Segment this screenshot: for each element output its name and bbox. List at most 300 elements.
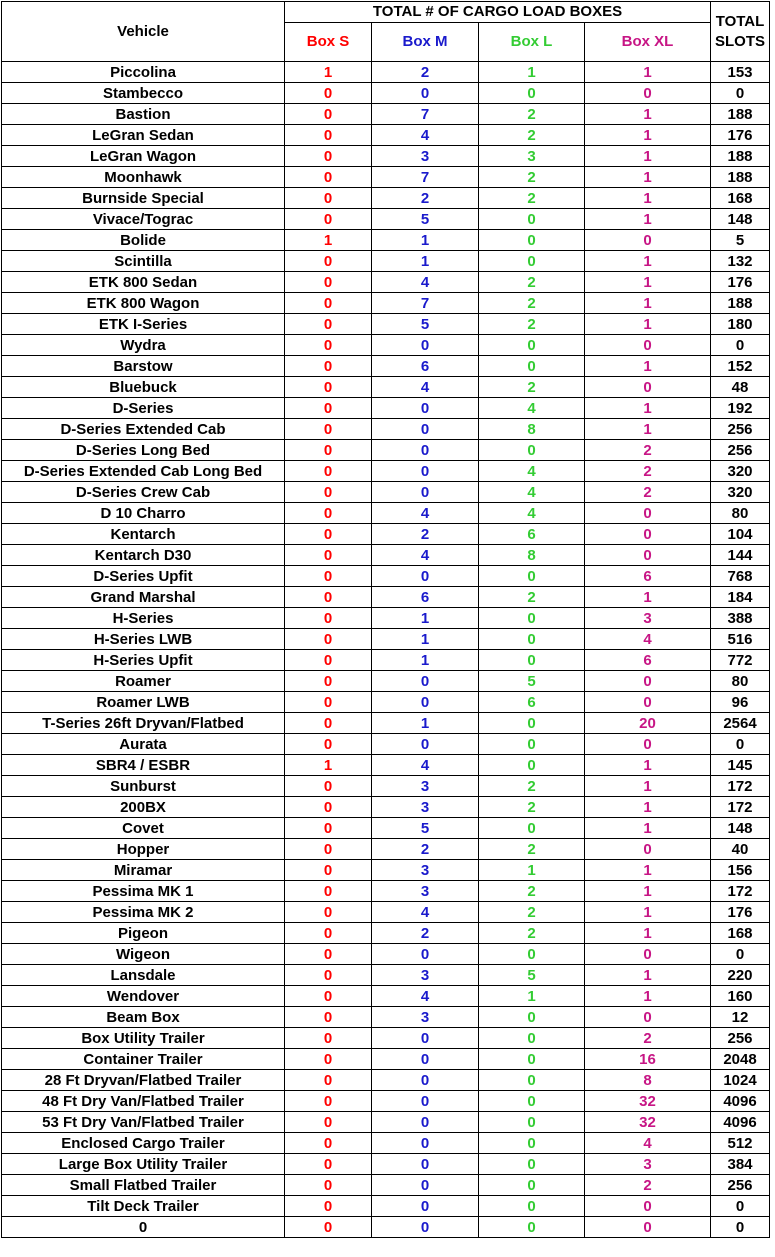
box-xl-count-cell: 1 — [585, 209, 711, 230]
box-m-count-cell: 1 — [372, 713, 479, 734]
box-xl-count-cell: 1 — [585, 860, 711, 881]
table-body — [2, 62, 770, 1238]
total-slots-cell: 172 — [711, 797, 770, 818]
box-xl-count-cell: 0 — [585, 734, 711, 755]
total-slots-cell: 148 — [711, 209, 770, 230]
box-m-count-cell: 7 — [372, 167, 479, 188]
box-l-count-cell: 0 — [479, 209, 585, 230]
vehicle-name-cell: D-Series Long Bed — [2, 440, 285, 461]
vehicle-name-cell: Aurata — [2, 734, 285, 755]
vehicle-name-cell: Box Utility Trailer — [2, 1028, 285, 1049]
box-m-count-cell: 1 — [372, 608, 479, 629]
box-m-count-cell: 0 — [372, 1133, 479, 1154]
box-s-count-cell: 0 — [285, 440, 372, 461]
box-s-count-cell: 0 — [285, 335, 372, 356]
vehicle-name-cell: Kentarch D30 — [2, 545, 285, 566]
vehicle-name-cell: Small Flatbed Trailer — [2, 1175, 285, 1196]
box-l-count-cell: 0 — [479, 1175, 585, 1196]
box-s-count-cell: 0 — [285, 839, 372, 860]
total-slots-cell: 0 — [711, 1196, 770, 1217]
box-xl-count-cell: 1 — [585, 272, 711, 293]
box-xl-count-cell: 1 — [585, 797, 711, 818]
total-slots-cell: 144 — [711, 545, 770, 566]
box-xl-count-cell: 0 — [585, 377, 711, 398]
total-slots-cell: 388 — [711, 608, 770, 629]
box-s-count-cell: 0 — [285, 1175, 372, 1196]
table-row — [2, 188, 770, 209]
vehicle-name-cell: 53 Ft Dry Van/Flatbed Trailer — [2, 1112, 285, 1133]
table-row — [2, 713, 770, 734]
box-m-count-cell: 2 — [372, 188, 479, 209]
box-m-count-cell: 7 — [372, 104, 479, 125]
vehicle-name-cell: ETK 800 Wagon — [2, 293, 285, 314]
total-slots-cell: 5 — [711, 230, 770, 251]
total-slots-cell: 4096 — [711, 1091, 770, 1112]
table-row — [2, 146, 770, 167]
box-xl-count-cell: 16 — [585, 1049, 711, 1070]
vehicle-name-cell: 28 Ft Dryvan/Flatbed Trailer — [2, 1070, 285, 1091]
box-l-count-cell: 2 — [479, 902, 585, 923]
box-m-count-cell: 4 — [372, 902, 479, 923]
table-row — [2, 839, 770, 860]
total-slots-cell: 148 — [711, 818, 770, 839]
table-row — [2, 356, 770, 377]
box-xl-count-cell: 6 — [585, 650, 711, 671]
box-xl-count-cell: 0 — [585, 545, 711, 566]
box-xl-count-cell: 2 — [585, 440, 711, 461]
total-slots-cell: 180 — [711, 314, 770, 335]
table-row — [2, 1112, 770, 1133]
vehicle-name-cell: Roamer — [2, 671, 285, 692]
vehicle-name-cell: Barstow — [2, 356, 285, 377]
total-slots-cell: 772 — [711, 650, 770, 671]
table-row — [2, 461, 770, 482]
box-xl-count-cell: 1 — [585, 188, 711, 209]
box-l-count-cell: 2 — [479, 104, 585, 125]
table-row — [2, 902, 770, 923]
box-s-count-cell: 0 — [285, 419, 372, 440]
box-xl-count-cell: 0 — [585, 335, 711, 356]
box-m-count-cell: 4 — [372, 986, 479, 1007]
box-m-count-cell: 0 — [372, 1049, 479, 1070]
table-row — [2, 860, 770, 881]
box-l-count-cell: 2 — [479, 587, 585, 608]
box-m-count-cell: 4 — [372, 545, 479, 566]
box-m-count-cell: 3 — [372, 881, 479, 902]
box-l-header: Box L — [479, 23, 585, 62]
box-m-count-cell: 0 — [372, 440, 479, 461]
total-slots-cell: 188 — [711, 146, 770, 167]
vehicle-name-cell: Beam Box — [2, 1007, 285, 1028]
vehicle-name-cell: H-Series Upfit — [2, 650, 285, 671]
box-s-count-cell: 0 — [285, 650, 372, 671]
box-m-count-cell: 2 — [372, 524, 479, 545]
box-xl-count-cell: 1 — [585, 146, 711, 167]
table-row — [2, 419, 770, 440]
box-l-count-cell: 0 — [479, 356, 585, 377]
vehicle-name-cell: Sunburst — [2, 776, 285, 797]
vehicle-name-cell: Pessima MK 2 — [2, 902, 285, 923]
cargo-boxes-group-header: TOTAL # OF CARGO LOAD BOXES — [285, 2, 711, 23]
box-s-count-cell: 0 — [285, 629, 372, 650]
box-xl-count-cell: 8 — [585, 1070, 711, 1091]
table-row — [2, 83, 770, 104]
box-xl-count-cell: 1 — [585, 923, 711, 944]
box-l-count-cell: 0 — [479, 818, 585, 839]
box-s-count-cell: 0 — [285, 83, 372, 104]
vehicle-name-cell: D-Series Upfit — [2, 566, 285, 587]
total-slots-cell: 0 — [711, 1217, 770, 1238]
total-slots-cell: 256 — [711, 440, 770, 461]
box-m-count-cell: 0 — [372, 1196, 479, 1217]
box-s-count-cell: 0 — [285, 566, 372, 587]
box-l-count-cell: 0 — [479, 608, 585, 629]
table-row — [2, 965, 770, 986]
box-s-count-cell: 0 — [285, 965, 372, 986]
box-m-count-cell: 3 — [372, 965, 479, 986]
vehicle-name-cell: Enclosed Cargo Trailer — [2, 1133, 285, 1154]
box-xl-count-cell: 2 — [585, 1175, 711, 1196]
box-l-count-cell: 4 — [479, 461, 585, 482]
vehicle-name-cell: Lansdale — [2, 965, 285, 986]
vehicle-name-cell: 0 — [2, 1217, 285, 1238]
total-slots-cell: 152 — [711, 356, 770, 377]
vehicle-name-cell: D-Series Crew Cab — [2, 482, 285, 503]
box-s-count-cell: 0 — [285, 734, 372, 755]
total-slots-cell: 168 — [711, 923, 770, 944]
box-s-count-cell: 0 — [285, 209, 372, 230]
total-slots-cell: 384 — [711, 1154, 770, 1175]
total-slots-cell: 168 — [711, 188, 770, 209]
total-slots-header — [711, 2, 770, 62]
box-m-count-cell: 3 — [372, 1007, 479, 1028]
box-m-count-cell: 3 — [372, 776, 479, 797]
box-m-count-cell: 0 — [372, 1070, 479, 1091]
total-slots-cell: 1024 — [711, 1070, 770, 1091]
vehicle-name-cell: Bastion — [2, 104, 285, 125]
box-xl-count-cell: 1 — [585, 965, 711, 986]
vehicle-name-cell: ETK 800 Sedan — [2, 272, 285, 293]
box-xl-count-cell: 1 — [585, 167, 711, 188]
vehicle-name-cell: D-Series Extended Cab Long Bed — [2, 461, 285, 482]
vehicle-name-cell: 200BX — [2, 797, 285, 818]
box-xl-count-cell: 1 — [585, 755, 711, 776]
total-slots-cell: 516 — [711, 629, 770, 650]
box-m-count-cell: 1 — [372, 251, 479, 272]
box-s-count-cell: 0 — [285, 188, 372, 209]
table-row — [2, 167, 770, 188]
table-row — [2, 503, 770, 524]
box-xl-count-cell: 1 — [585, 398, 711, 419]
box-l-count-cell: 0 — [479, 1028, 585, 1049]
vehicle-name-cell: Stambecco — [2, 83, 285, 104]
box-m-count-cell: 2 — [372, 62, 479, 83]
box-m-count-cell: 0 — [372, 1112, 479, 1133]
box-l-count-cell: 2 — [479, 125, 585, 146]
total-slots-cell: 188 — [711, 293, 770, 314]
box-s-count-cell: 0 — [285, 692, 372, 713]
box-xl-count-cell: 1 — [585, 251, 711, 272]
table-row — [2, 293, 770, 314]
total-slots-cell: 80 — [711, 503, 770, 524]
box-xl-count-cell: 0 — [585, 1196, 711, 1217]
box-s-count-cell: 0 — [285, 1007, 372, 1028]
box-xl-count-cell: 1 — [585, 587, 711, 608]
box-m-count-cell: 5 — [372, 818, 479, 839]
table-row — [2, 1091, 770, 1112]
box-m-count-cell: 0 — [372, 482, 479, 503]
box-m-count-cell: 0 — [372, 83, 479, 104]
total-slots-cell: 2048 — [711, 1049, 770, 1070]
total-slots-cell: 256 — [711, 419, 770, 440]
total-slots-cell: 4096 — [711, 1112, 770, 1133]
total-slots-cell: 512 — [711, 1133, 770, 1154]
total-slots-header-line1: TOTAL — [715, 12, 765, 30]
box-l-count-cell: 1 — [479, 860, 585, 881]
total-slots-cell: 176 — [711, 125, 770, 146]
box-s-count-cell: 0 — [285, 104, 372, 125]
vehicle-name-cell: LeGran Sedan — [2, 125, 285, 146]
box-l-count-cell: 5 — [479, 965, 585, 986]
total-slots-cell: 256 — [711, 1175, 770, 1196]
box-l-count-cell: 0 — [479, 1196, 585, 1217]
box-m-count-cell: 0 — [372, 419, 479, 440]
box-xl-count-cell: 0 — [585, 944, 711, 965]
box-xl-count-cell: 0 — [585, 230, 711, 251]
box-l-count-cell: 4 — [479, 398, 585, 419]
vehicle-name-cell: Burnside Special — [2, 188, 285, 209]
box-l-count-cell: 1 — [479, 62, 585, 83]
table-row — [2, 587, 770, 608]
box-l-count-cell: 0 — [479, 713, 585, 734]
box-s-count-cell: 0 — [285, 125, 372, 146]
table-row — [2, 818, 770, 839]
box-m-count-cell: 3 — [372, 797, 479, 818]
box-l-count-cell: 2 — [479, 293, 585, 314]
total-slots-cell: 0 — [711, 944, 770, 965]
box-xl-count-cell: 4 — [585, 629, 711, 650]
vehicle-name-cell: LeGran Wagon — [2, 146, 285, 167]
total-slots-cell: 96 — [711, 692, 770, 713]
box-s-count-cell: 0 — [285, 524, 372, 545]
box-m-count-cell: 2 — [372, 923, 479, 944]
box-s-count-cell: 0 — [285, 167, 372, 188]
table-row — [2, 1070, 770, 1091]
vehicle-name-cell: Large Box Utility Trailer — [2, 1154, 285, 1175]
box-xl-count-cell: 20 — [585, 713, 711, 734]
box-s-count-cell: 0 — [285, 797, 372, 818]
box-s-count-cell: 0 — [285, 1133, 372, 1154]
box-s-count-cell: 0 — [285, 461, 372, 482]
table-row — [2, 944, 770, 965]
vehicle-name-cell: Grand Marshal — [2, 587, 285, 608]
box-l-count-cell: 0 — [479, 944, 585, 965]
box-m-count-cell: 0 — [372, 734, 479, 755]
table-row — [2, 398, 770, 419]
box-l-count-cell: 0 — [479, 251, 585, 272]
box-l-count-cell: 0 — [479, 650, 585, 671]
box-xl-count-cell: 0 — [585, 524, 711, 545]
box-m-count-cell: 3 — [372, 146, 479, 167]
box-xl-count-cell: 1 — [585, 818, 711, 839]
box-m-count-cell: 0 — [372, 566, 479, 587]
table-row — [2, 251, 770, 272]
table-row — [2, 62, 770, 83]
box-l-count-cell: 0 — [479, 1049, 585, 1070]
box-xl-count-cell: 2 — [585, 482, 711, 503]
total-slots-cell: 176 — [711, 902, 770, 923]
box-m-count-cell: 6 — [372, 356, 479, 377]
box-l-count-cell: 5 — [479, 671, 585, 692]
box-m-count-cell: 0 — [372, 461, 479, 482]
box-s-count-cell: 0 — [285, 944, 372, 965]
total-slots-cell: 48 — [711, 377, 770, 398]
vehicle-name-cell: D-Series — [2, 398, 285, 419]
box-l-count-cell: 2 — [479, 776, 585, 797]
vehicle-name-cell: SBR4 / ESBR — [2, 755, 285, 776]
table-row — [2, 671, 770, 692]
box-m-count-cell: 5 — [372, 314, 479, 335]
box-xl-count-cell: 4 — [585, 1133, 711, 1154]
box-s-count-cell: 1 — [285, 755, 372, 776]
box-l-count-cell: 1 — [479, 986, 585, 1007]
box-l-count-cell: 0 — [479, 755, 585, 776]
box-xl-count-cell: 32 — [585, 1091, 711, 1112]
box-xl-count-cell: 1 — [585, 986, 711, 1007]
vehicle-name-cell: Wendover — [2, 986, 285, 1007]
table-row — [2, 566, 770, 587]
box-m-count-cell: 7 — [372, 293, 479, 314]
total-slots-cell: 184 — [711, 587, 770, 608]
table-row — [2, 608, 770, 629]
box-s-count-cell: 0 — [285, 1049, 372, 1070]
table-row — [2, 524, 770, 545]
vehicle-name-cell: Tilt Deck Trailer — [2, 1196, 285, 1217]
box-l-count-cell: 2 — [479, 797, 585, 818]
total-slots-cell: 320 — [711, 482, 770, 503]
box-s-count-cell: 0 — [285, 860, 372, 881]
box-l-count-cell: 0 — [479, 1133, 585, 1154]
total-slots-cell: 160 — [711, 986, 770, 1007]
box-m-count-cell: 2 — [372, 839, 479, 860]
box-l-count-cell: 6 — [479, 692, 585, 713]
table-row — [2, 1196, 770, 1217]
table-row — [2, 1154, 770, 1175]
box-l-count-cell: 0 — [479, 566, 585, 587]
box-l-count-cell: 0 — [479, 629, 585, 650]
box-l-count-cell: 3 — [479, 146, 585, 167]
table-row — [2, 482, 770, 503]
box-l-count-cell: 0 — [479, 83, 585, 104]
table-row — [2, 986, 770, 1007]
vehicle-name-cell: Miramar — [2, 860, 285, 881]
total-slots-cell: 153 — [711, 62, 770, 83]
box-s-count-cell: 0 — [285, 818, 372, 839]
box-s-count-cell: 0 — [285, 1091, 372, 1112]
box-s-count-cell: 1 — [285, 230, 372, 251]
table-row — [2, 440, 770, 461]
box-s-count-cell: 0 — [285, 272, 372, 293]
box-m-header: Box M — [372, 23, 479, 62]
box-m-count-cell: 0 — [372, 1028, 479, 1049]
total-slots-cell: 0 — [711, 734, 770, 755]
box-l-count-cell: 2 — [479, 272, 585, 293]
box-s-count-cell: 0 — [285, 545, 372, 566]
box-m-count-cell: 1 — [372, 650, 479, 671]
box-m-count-cell: 1 — [372, 230, 479, 251]
box-m-count-cell: 0 — [372, 398, 479, 419]
box-xl-count-cell: 6 — [585, 566, 711, 587]
box-m-count-cell: 0 — [372, 1175, 479, 1196]
box-l-count-cell: 0 — [479, 1070, 585, 1091]
vehicle-name-cell: Piccolina — [2, 62, 285, 83]
box-l-count-cell: 0 — [479, 1112, 585, 1133]
box-s-count-cell: 0 — [285, 356, 372, 377]
box-xl-count-cell: 2 — [585, 1028, 711, 1049]
vehicle-name-cell: Wydra — [2, 335, 285, 356]
table-row — [2, 734, 770, 755]
box-s-count-cell: 0 — [285, 923, 372, 944]
vehicle-name-cell: ETK I-Series — [2, 314, 285, 335]
box-l-count-cell: 0 — [479, 1091, 585, 1112]
vehicle-name-cell: D-Series Extended Cab — [2, 419, 285, 440]
box-l-count-cell: 4 — [479, 503, 585, 524]
box-xl-count-cell: 1 — [585, 314, 711, 335]
box-m-count-cell: 4 — [372, 377, 479, 398]
box-m-count-cell: 1 — [372, 629, 479, 650]
table-row — [2, 797, 770, 818]
box-s-count-cell: 0 — [285, 503, 372, 524]
total-slots-cell: 12 — [711, 1007, 770, 1028]
box-s-count-cell: 0 — [285, 377, 372, 398]
total-slots-cell: 192 — [711, 398, 770, 419]
box-l-count-cell: 0 — [479, 230, 585, 251]
total-slots-cell: 40 — [711, 839, 770, 860]
total-slots-cell: 176 — [711, 272, 770, 293]
box-xl-count-cell: 0 — [585, 503, 711, 524]
box-l-count-cell: 6 — [479, 524, 585, 545]
box-l-count-cell: 2 — [479, 881, 585, 902]
vehicle-name-cell: Container Trailer — [2, 1049, 285, 1070]
total-slots-cell: 104 — [711, 524, 770, 545]
vehicle-name-cell: Roamer LWB — [2, 692, 285, 713]
box-s-count-cell: 0 — [285, 902, 372, 923]
box-xl-count-cell: 0 — [585, 83, 711, 104]
vehicle-column-header: Vehicle — [2, 2, 285, 62]
box-s-count-cell: 0 — [285, 1217, 372, 1238]
box-xl-header: Box XL — [585, 23, 711, 62]
table-row — [2, 776, 770, 797]
box-s-count-cell: 0 — [285, 881, 372, 902]
box-m-count-cell: 0 — [372, 1154, 479, 1175]
box-l-count-cell: 8 — [479, 545, 585, 566]
table-row — [2, 209, 770, 230]
vehicle-name-cell: H-Series LWB — [2, 629, 285, 650]
vehicle-name-cell: 48 Ft Dry Van/Flatbed Trailer — [2, 1091, 285, 1112]
vehicle-name-cell: Hopper — [2, 839, 285, 860]
box-xl-count-cell: 1 — [585, 902, 711, 923]
box-m-count-cell: 3 — [372, 860, 479, 881]
box-s-count-cell: 0 — [285, 1112, 372, 1133]
total-slots-cell: 2564 — [711, 713, 770, 734]
vehicle-name-cell: Kentarch — [2, 524, 285, 545]
table-row — [2, 272, 770, 293]
table-row — [2, 923, 770, 944]
table-row — [2, 1175, 770, 1196]
box-xl-count-cell: 0 — [585, 839, 711, 860]
table-row — [2, 1049, 770, 1070]
table-row — [2, 1217, 770, 1238]
